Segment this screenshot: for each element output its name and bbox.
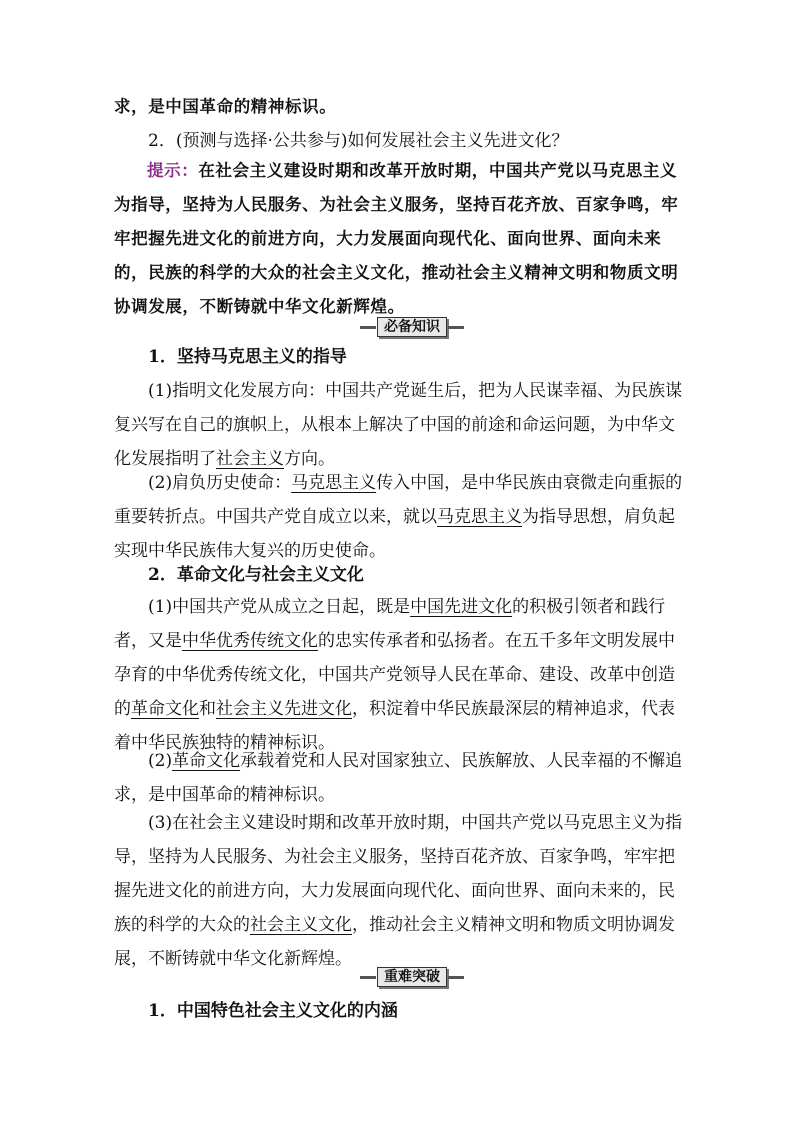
heading-3: 1．中国特色社会主义文化的内涵: [148, 1001, 398, 1021]
heading-2: 2．革命文化与社会主义文化: [148, 565, 364, 585]
paragraph-2: (2)肩负历史使命：马克思主义传入中国，是中华民族由衰微走向重振的重要转折点。中国共产党自成立以来，就以马克思主义为指导思想，肩负起实现中华民族伟大复兴的历史使命。: [114, 473, 683, 561]
section-tag-knowledge: [360, 316, 464, 338]
heading-1: 1．坚持马克思主义的指导: [148, 347, 347, 367]
section-tag-label: 重难突破: [377, 967, 447, 987]
tip-paragraph: [114, 154, 684, 324]
underlined-term: 马克思主义: [291, 473, 377, 493]
underlined-term: 革命文化: [172, 751, 241, 771]
section-tag-label: 必备知识: [377, 317, 447, 337]
underlined-term: 社会主义: [216, 449, 284, 469]
paragraph-1: (1)指明文化发展方向：中国共产党诞生后，把为人民谋幸福、为民族谋复兴写在自己的旗帜上，从根本上解决了中国的前途和命运问题，为中华文化发展指明了社会主义方向。: [114, 381, 683, 469]
paragraph-4: (2)革命文化承载着党和人民对国家独立、民族解放、人民幸福的不懈追求，是中国革命的精神标识。: [114, 751, 683, 805]
question-2: 2．(预测与选择·公共参与)如何发展社会主义先进文化？: [148, 131, 569, 151]
tip-text: 在社会主义建设时期和改革开放时期，中国共产党以马克思主义为指导，坚持为人民服务、为社会主义服务，坚持百花齐放、百家争鸣，牢牢把握先进文化的前进方向，大力发展面向现代化、面向世界、面向未来的，民族的科学的大众的社会主义文化，推动社会主义精神文明和物质文明协调发展，不断铸就中华文化新辉煌。: [114, 161, 679, 316]
underlined-term: 革命文化: [131, 699, 199, 719]
underlined-term: 中华优秀传统文化: [182, 631, 318, 651]
section-tag-breakthrough: [360, 966, 464, 988]
underlined-term: 社会主义先进文化: [216, 699, 352, 719]
underlined-term: 中国先进文化: [410, 597, 513, 617]
paragraph-5: (3)在社会主义建设时期和改革开放时期，中国共产党以马克思主义为指导，坚持为人民服务、为社会主义服务，坚持百花齐放、百家争鸣，牢牢把握先进文化的前进方向，大力发展面向现代化、面向世界、面向未来的，民族的科学的大众的社会主义文化，推动社会主义精神文明和物质文明协调发展，不断铸就中华文化新辉煌。: [114, 813, 683, 969]
underlined-term: 社会主义文化: [250, 915, 352, 935]
underlined-term: 马克思主义: [437, 507, 522, 527]
continued-line: 求，是中国革命的精神标识。: [114, 97, 337, 116]
tip-label: 提示：: [147, 161, 199, 180]
paragraph-3: (1)中国共产党从成立之日起，既是中国先进文化的积极引领者和践行者，又是中华优秀传统文化的忠实传承者和弘扬者。在五千多年文明发展中孕育的中华优秀传统文化，中国共产党领导人民在革命、建设、改革中创造的革命文化和社会主义先进文化，积淀着中华民族最深层的精神追求，代表着中华民族独特的精神标识。: [114, 597, 675, 753]
